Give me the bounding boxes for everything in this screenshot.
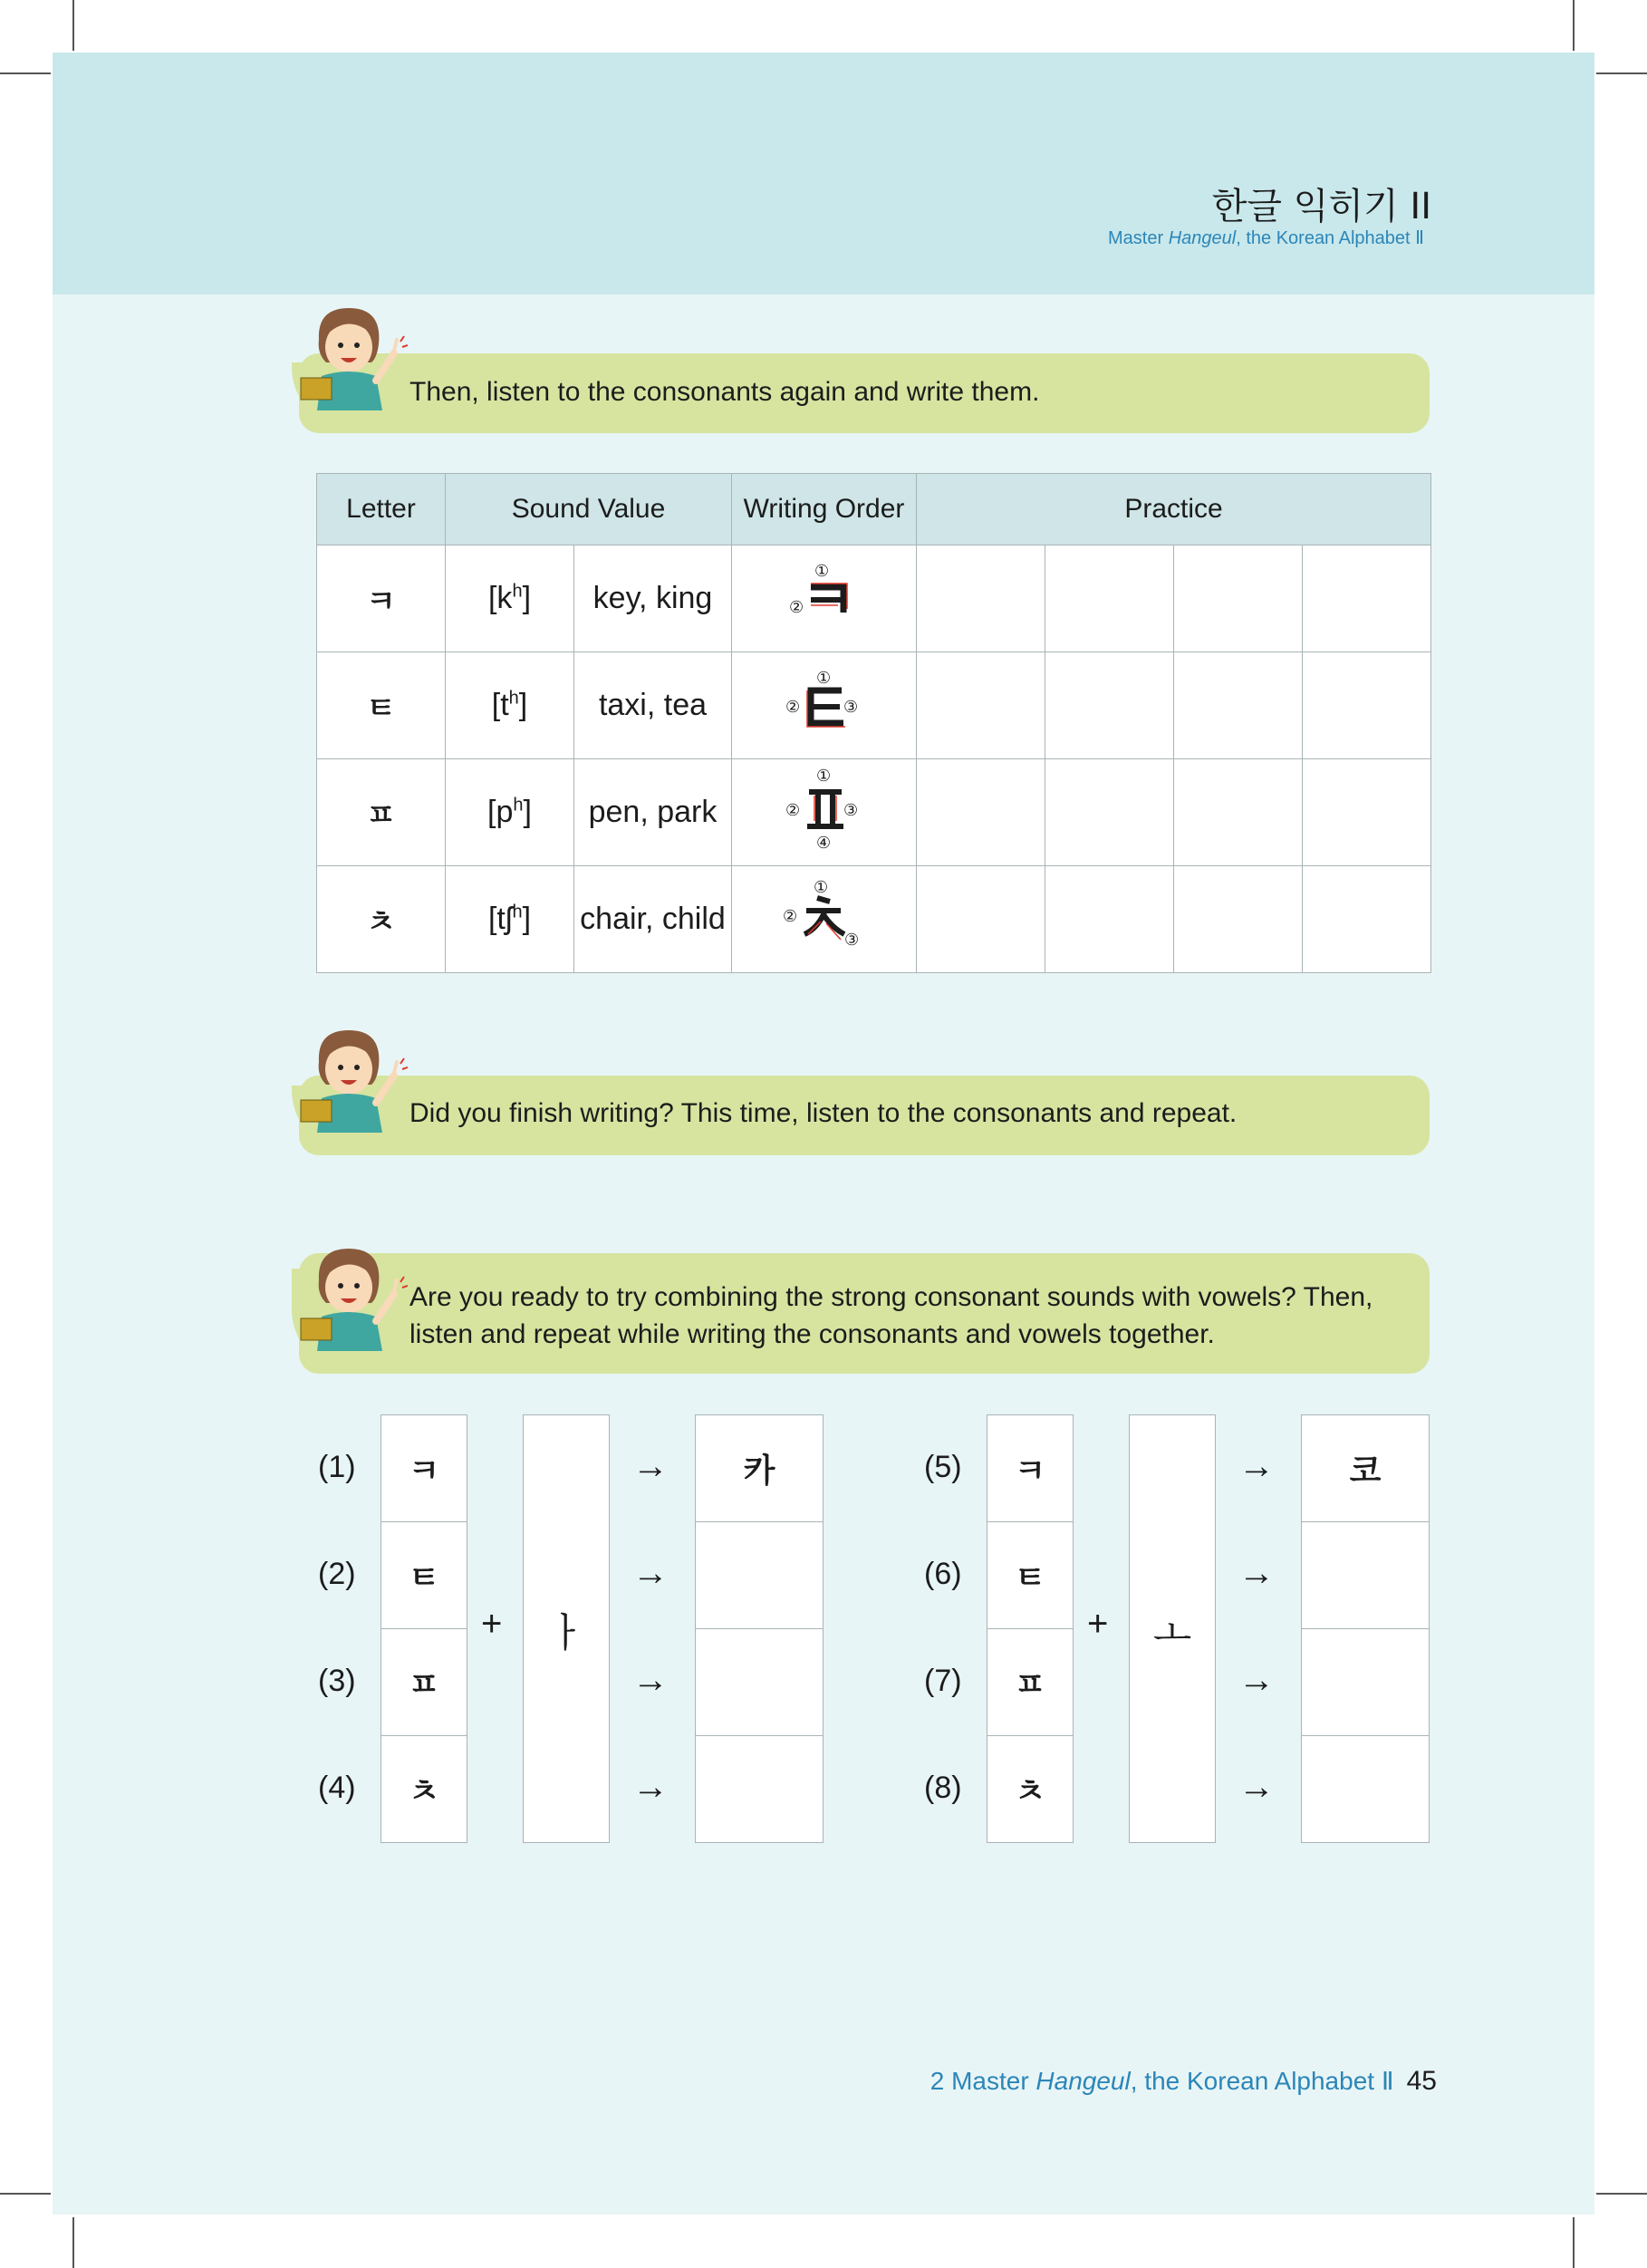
sound-value-cell: $[k^h]$ bbox=[446, 545, 574, 652]
writing-order-cell bbox=[732, 866, 917, 973]
practice-cell[interactable] bbox=[1174, 545, 1303, 652]
instruction-text: Then, listen to the consonants again and write them. bbox=[409, 377, 1040, 407]
result-cell[interactable]: 코 bbox=[1349, 1452, 1382, 1490]
practice-cell[interactable] bbox=[1303, 545, 1431, 652]
svg-text:②: ② bbox=[785, 698, 800, 717]
table-row bbox=[317, 866, 1431, 973]
vowel-cell: ㅏ bbox=[546, 1609, 586, 1656]
practice-cell[interactable] bbox=[917, 652, 1045, 759]
result-cell[interactable] bbox=[695, 1628, 824, 1735]
arrow: → bbox=[1238, 1660, 1275, 1700]
crop-mark bbox=[1596, 2193, 1647, 2195]
page-number: 45 bbox=[1406, 2066, 1437, 2096]
item-number: (6) bbox=[924, 1557, 962, 1591]
header-writing-order: Writing Order bbox=[732, 474, 917, 545]
header-letter: Letter bbox=[317, 474, 446, 545]
writing-order-cell bbox=[732, 759, 917, 866]
vowel-cell: ㅗ bbox=[1152, 1609, 1192, 1656]
result-cell[interactable] bbox=[695, 1735, 824, 1842]
arrow: → bbox=[632, 1446, 669, 1486]
consonant-cell: ㅌ bbox=[1014, 1559, 1046, 1597]
practice-cell[interactable] bbox=[1174, 759, 1303, 866]
consonant-cell: ㅋ bbox=[408, 1452, 440, 1490]
svg-text:①: ① bbox=[814, 562, 829, 581]
teacher-character-icon bbox=[299, 304, 408, 421]
practice-cell[interactable] bbox=[917, 545, 1045, 652]
crop-mark bbox=[1573, 2217, 1575, 2268]
item-number: (1) bbox=[318, 1450, 356, 1484]
consonant-cell: ㅍ bbox=[1014, 1665, 1046, 1703]
letter-cell: ㅍ bbox=[317, 759, 446, 866]
consonant-cell: ㅊ bbox=[408, 1772, 440, 1810]
svg-text:②: ② bbox=[782, 907, 797, 926]
page-title: 한글 익히기 II bbox=[1211, 186, 1431, 227]
plus-sign: + bbox=[481, 1604, 503, 1644]
svg-text:①: ① bbox=[815, 767, 831, 786]
teacher-character-icon bbox=[299, 1244, 408, 1362]
writing-order-cell bbox=[732, 652, 917, 759]
item-number: (3) bbox=[318, 1664, 356, 1698]
example-words-cell: pen, park bbox=[574, 759, 732, 866]
svg-text:②: ② bbox=[788, 598, 804, 617]
svg-text:①: ① bbox=[815, 669, 831, 688]
example-words-cell: taxi, tea bbox=[574, 652, 732, 759]
instruction-text: listen and repeat while writing the consonants and vowels together. bbox=[409, 1319, 1215, 1349]
table-row bbox=[317, 759, 1431, 866]
instruction-text: Are you ready to try combining the strong consonant sounds with vowels? Then, bbox=[409, 1282, 1373, 1312]
letter-cell: ㅌ bbox=[317, 652, 446, 759]
practice-cell[interactable] bbox=[917, 759, 1045, 866]
practice-cell[interactable] bbox=[1045, 545, 1174, 652]
consonant-cell: ㅌ bbox=[408, 1559, 440, 1597]
result-cell[interactable] bbox=[1301, 1735, 1430, 1842]
result-cell[interactable] bbox=[1301, 1521, 1430, 1628]
example-words-cell: key, king bbox=[574, 545, 732, 652]
arrow: → bbox=[632, 1767, 669, 1807]
svg-text:③: ③ bbox=[843, 801, 858, 820]
arrow: → bbox=[1238, 1767, 1275, 1807]
consonant-cell: ㅍ bbox=[408, 1665, 440, 1703]
sound-value-cell: $[p^h]$ bbox=[446, 759, 574, 866]
stroke-order-diagram bbox=[784, 558, 865, 631]
sound-value-cell: [tʃ$^h$] bbox=[446, 866, 574, 973]
item-number: (7) bbox=[924, 1664, 962, 1698]
practice-cell[interactable] bbox=[1045, 866, 1174, 973]
svg-text:③: ③ bbox=[843, 931, 859, 950]
consonant-cell: ㅊ bbox=[1014, 1772, 1046, 1810]
crop-mark bbox=[72, 2217, 74, 2268]
crop-mark bbox=[1596, 72, 1647, 74]
svg-text:④: ④ bbox=[815, 834, 831, 852]
sound-value-cell: $[t^h]$ bbox=[446, 652, 574, 759]
arrow: → bbox=[1238, 1553, 1275, 1593]
item-number: (4) bbox=[318, 1771, 356, 1805]
item-number: (8) bbox=[924, 1771, 962, 1805]
writing-order-cell bbox=[732, 545, 917, 652]
practice-cell[interactable] bbox=[917, 866, 1045, 973]
instruction-text: Did you finish writing? This time, listen to the consonants and repeat. bbox=[409, 1098, 1238, 1128]
crop-mark bbox=[72, 0, 74, 51]
practice-cell[interactable] bbox=[1045, 652, 1174, 759]
svg-text:③: ③ bbox=[843, 698, 858, 717]
header-sound-value: Sound Value bbox=[446, 474, 732, 545]
result-cell[interactable]: 카 bbox=[743, 1452, 775, 1490]
plus-sign: + bbox=[1087, 1604, 1109, 1644]
item-number: (5) bbox=[924, 1450, 962, 1484]
consonant-table bbox=[316, 473, 1431, 973]
stroke-order-diagram bbox=[781, 876, 868, 954]
practice-cell[interactable] bbox=[1174, 652, 1303, 759]
crop-mark bbox=[0, 72, 51, 74]
practice-cell[interactable] bbox=[1303, 652, 1431, 759]
crop-mark bbox=[1573, 0, 1575, 51]
header-band bbox=[53, 53, 1594, 294]
page-subtitle: Master Hangeul, the Korean Alphabet Ⅱ bbox=[1108, 228, 1424, 248]
example-words-cell: chair, child bbox=[574, 866, 732, 973]
table-header-row bbox=[317, 474, 1431, 545]
consonant-cell: ㅋ bbox=[1014, 1452, 1046, 1490]
svg-text:①: ① bbox=[813, 878, 828, 897]
practice-cell[interactable] bbox=[1303, 866, 1431, 973]
teacher-character-icon bbox=[299, 1026, 408, 1144]
arrow: → bbox=[632, 1660, 669, 1700]
practice-cell[interactable] bbox=[1045, 759, 1174, 866]
result-cell[interactable] bbox=[695, 1521, 824, 1628]
page-footer bbox=[930, 2066, 1437, 2097]
result-cell[interactable] bbox=[1301, 1628, 1430, 1735]
crop-mark bbox=[0, 2193, 51, 2195]
svg-text:②: ② bbox=[785, 801, 800, 820]
stroke-order-diagram bbox=[784, 665, 865, 738]
stroke-order-diagram bbox=[784, 765, 865, 852]
arrow: → bbox=[632, 1553, 669, 1593]
table-row bbox=[317, 652, 1431, 759]
practice-cell[interactable] bbox=[1303, 759, 1431, 866]
table-row bbox=[317, 545, 1431, 652]
item-number: (2) bbox=[318, 1557, 356, 1591]
practice-cell[interactable] bbox=[1174, 866, 1303, 973]
letter-cell: ㅊ bbox=[317, 866, 446, 973]
footer-chapter: 2 Master Hangeul, the Korean Alphabet Ⅱ bbox=[929, 2067, 1394, 2095]
letter-cell: ㅋ bbox=[317, 545, 446, 652]
header-practice: Practice bbox=[917, 474, 1431, 545]
arrow: → bbox=[1238, 1446, 1275, 1486]
